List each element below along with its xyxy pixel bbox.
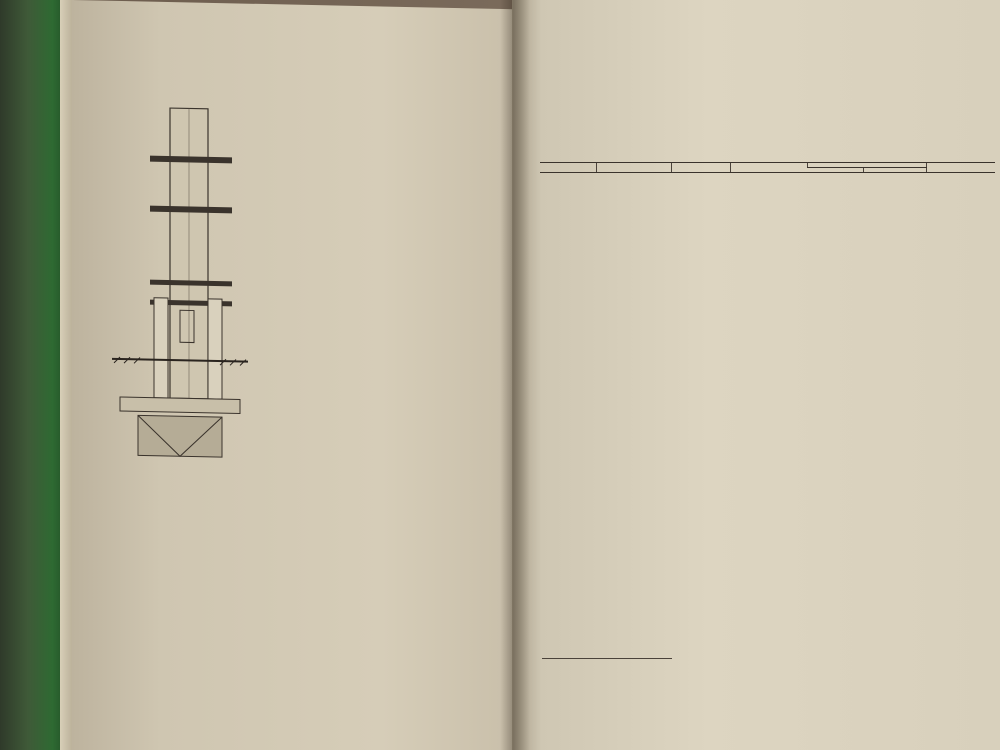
col-type xyxy=(540,163,596,173)
characteristics-table xyxy=(540,162,995,173)
figure-wooden-pole xyxy=(110,97,250,480)
footnote-rule xyxy=(542,658,672,659)
col-moment xyxy=(596,163,671,173)
col-length xyxy=(671,163,730,173)
left-page xyxy=(72,0,514,750)
col-grade xyxy=(807,168,863,173)
col-section xyxy=(730,163,807,173)
col-volume xyxy=(864,168,927,173)
right-page xyxy=(512,0,1000,750)
col-weight xyxy=(927,163,996,173)
